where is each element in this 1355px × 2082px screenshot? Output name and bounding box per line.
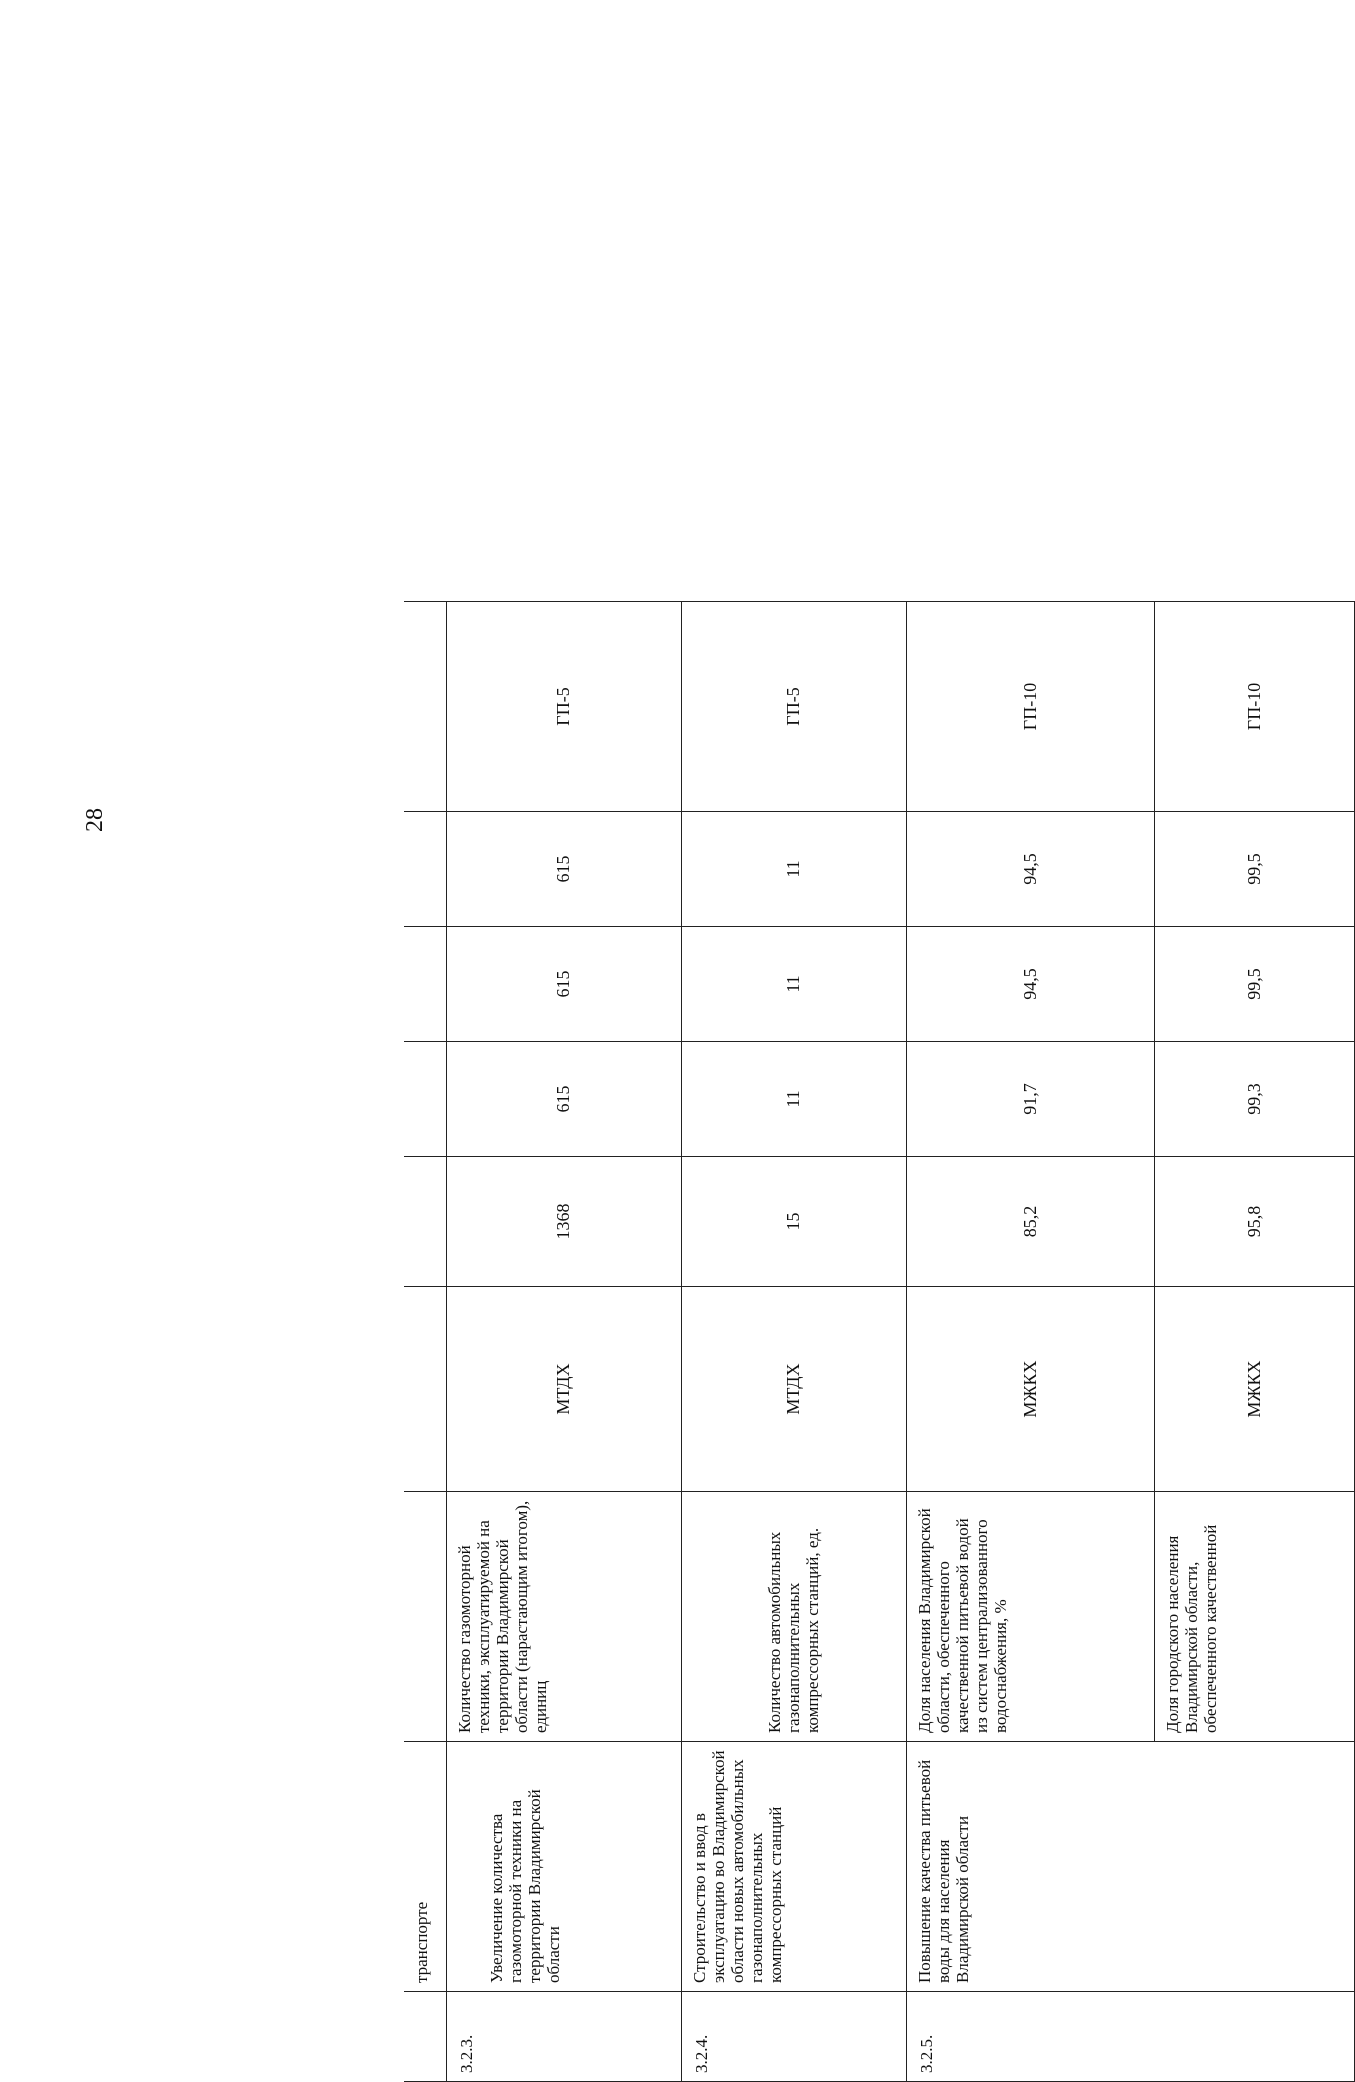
- cell-program: ГП-10: [906, 602, 1154, 812]
- cell-value-3: 11: [681, 927, 906, 1042]
- table-row: [681, 602, 906, 2082]
- cell-indicator: [1154, 1492, 1354, 1742]
- table-row: [446, 602, 681, 2082]
- cell-value-3: 94,5: [906, 927, 1154, 1042]
- measure-text: Увеличение количества газомоторной техники на территории Владимирской области: [486, 1789, 563, 1983]
- cell-indicator: [906, 1492, 1154, 1742]
- measure-text: Строительство и ввод в эксплуатацию во Владимирской области новых автомобильных газонаполнительных компрессорных станций: [689, 1750, 785, 1983]
- cell-value-2: 11: [681, 1042, 906, 1157]
- cell-program: ГП-5: [681, 602, 906, 812]
- cell-value-2: 99,3: [1154, 1042, 1354, 1157]
- cell-num-continuation: [404, 1992, 446, 2082]
- cell-v1-continuation: [404, 1157, 446, 1287]
- table-row: [906, 602, 1154, 2082]
- continuation-text: транспорте: [412, 1901, 431, 1983]
- cell-value-3: 99,5: [1154, 927, 1354, 1042]
- cell-indicator: [681, 1492, 906, 1742]
- cell-indicator-continuation: [404, 1492, 446, 1742]
- cell-value-3: 615: [446, 927, 681, 1042]
- cell-value-1: 85,2: [906, 1157, 1154, 1287]
- cell-v2-continuation: [404, 1042, 446, 1157]
- cell-program-continuation: [404, 602, 446, 812]
- cell-num: 3.2.3.: [446, 1992, 681, 2082]
- measure-text: Повышение качества питьевой воды для населения Владимирской области: [914, 1759, 972, 1983]
- indicators-table: [404, 601, 1355, 2082]
- cell-executor: МТДХ: [446, 1287, 681, 1492]
- cell-executor: МЖКХ: [1154, 1287, 1354, 1492]
- indicators-table-rotated: [404, 602, 1354, 2082]
- cell-measure-continuation: [404, 1742, 446, 1992]
- cell-value-4: 94,5: [906, 812, 1154, 927]
- cell-measure: [906, 1742, 1354, 1992]
- cell-value-1: 95,8: [1154, 1157, 1354, 1287]
- cell-v4-continuation: [404, 812, 446, 927]
- cell-value-2: 91,7: [906, 1042, 1154, 1157]
- cell-num: 3.2.4.: [681, 1992, 906, 2082]
- cell-measure: [446, 1742, 681, 1992]
- cell-measure: [681, 1742, 906, 1992]
- cell-v3-continuation: [404, 927, 446, 1042]
- cell-value-4: 99,5: [1154, 812, 1354, 927]
- cell-executor: МЖКХ: [906, 1287, 1154, 1492]
- cell-value-1: 1368: [446, 1157, 681, 1287]
- table-row-continuation: [404, 602, 446, 2082]
- cell-value-4: 615: [446, 812, 681, 927]
- cell-program: ГП-10: [1154, 602, 1354, 812]
- indicator-text: Количество автомобильных газонаполнительных компрессорных станций, ед.: [764, 1527, 823, 1733]
- cell-value-2: 615: [446, 1042, 681, 1157]
- cell-executor-continuation: [404, 1287, 446, 1492]
- cell-program: ГП-5: [446, 602, 681, 812]
- cell-num: 3.2.5.: [906, 1992, 1354, 2082]
- cell-value-4: 11: [681, 812, 906, 927]
- page-number: 28: [81, 808, 108, 832]
- indicator-text: Доля городского населения Владимирской области, обеспеченного качественной: [1162, 1524, 1220, 1733]
- indicator-text: Количество газомоторной техники, эксплуатируемой на территории Владимирской области (нарастающим итогом), единиц: [454, 1500, 550, 1733]
- cell-executor: МТДХ: [681, 1287, 906, 1492]
- indicator-text: Доля населения Владимирской области, обеспеченного качественной питьевой водой из систем централизованного водоснабжения, %: [914, 1508, 1010, 1733]
- cell-indicator: [446, 1492, 681, 1742]
- cell-value-1: 15: [681, 1157, 906, 1287]
